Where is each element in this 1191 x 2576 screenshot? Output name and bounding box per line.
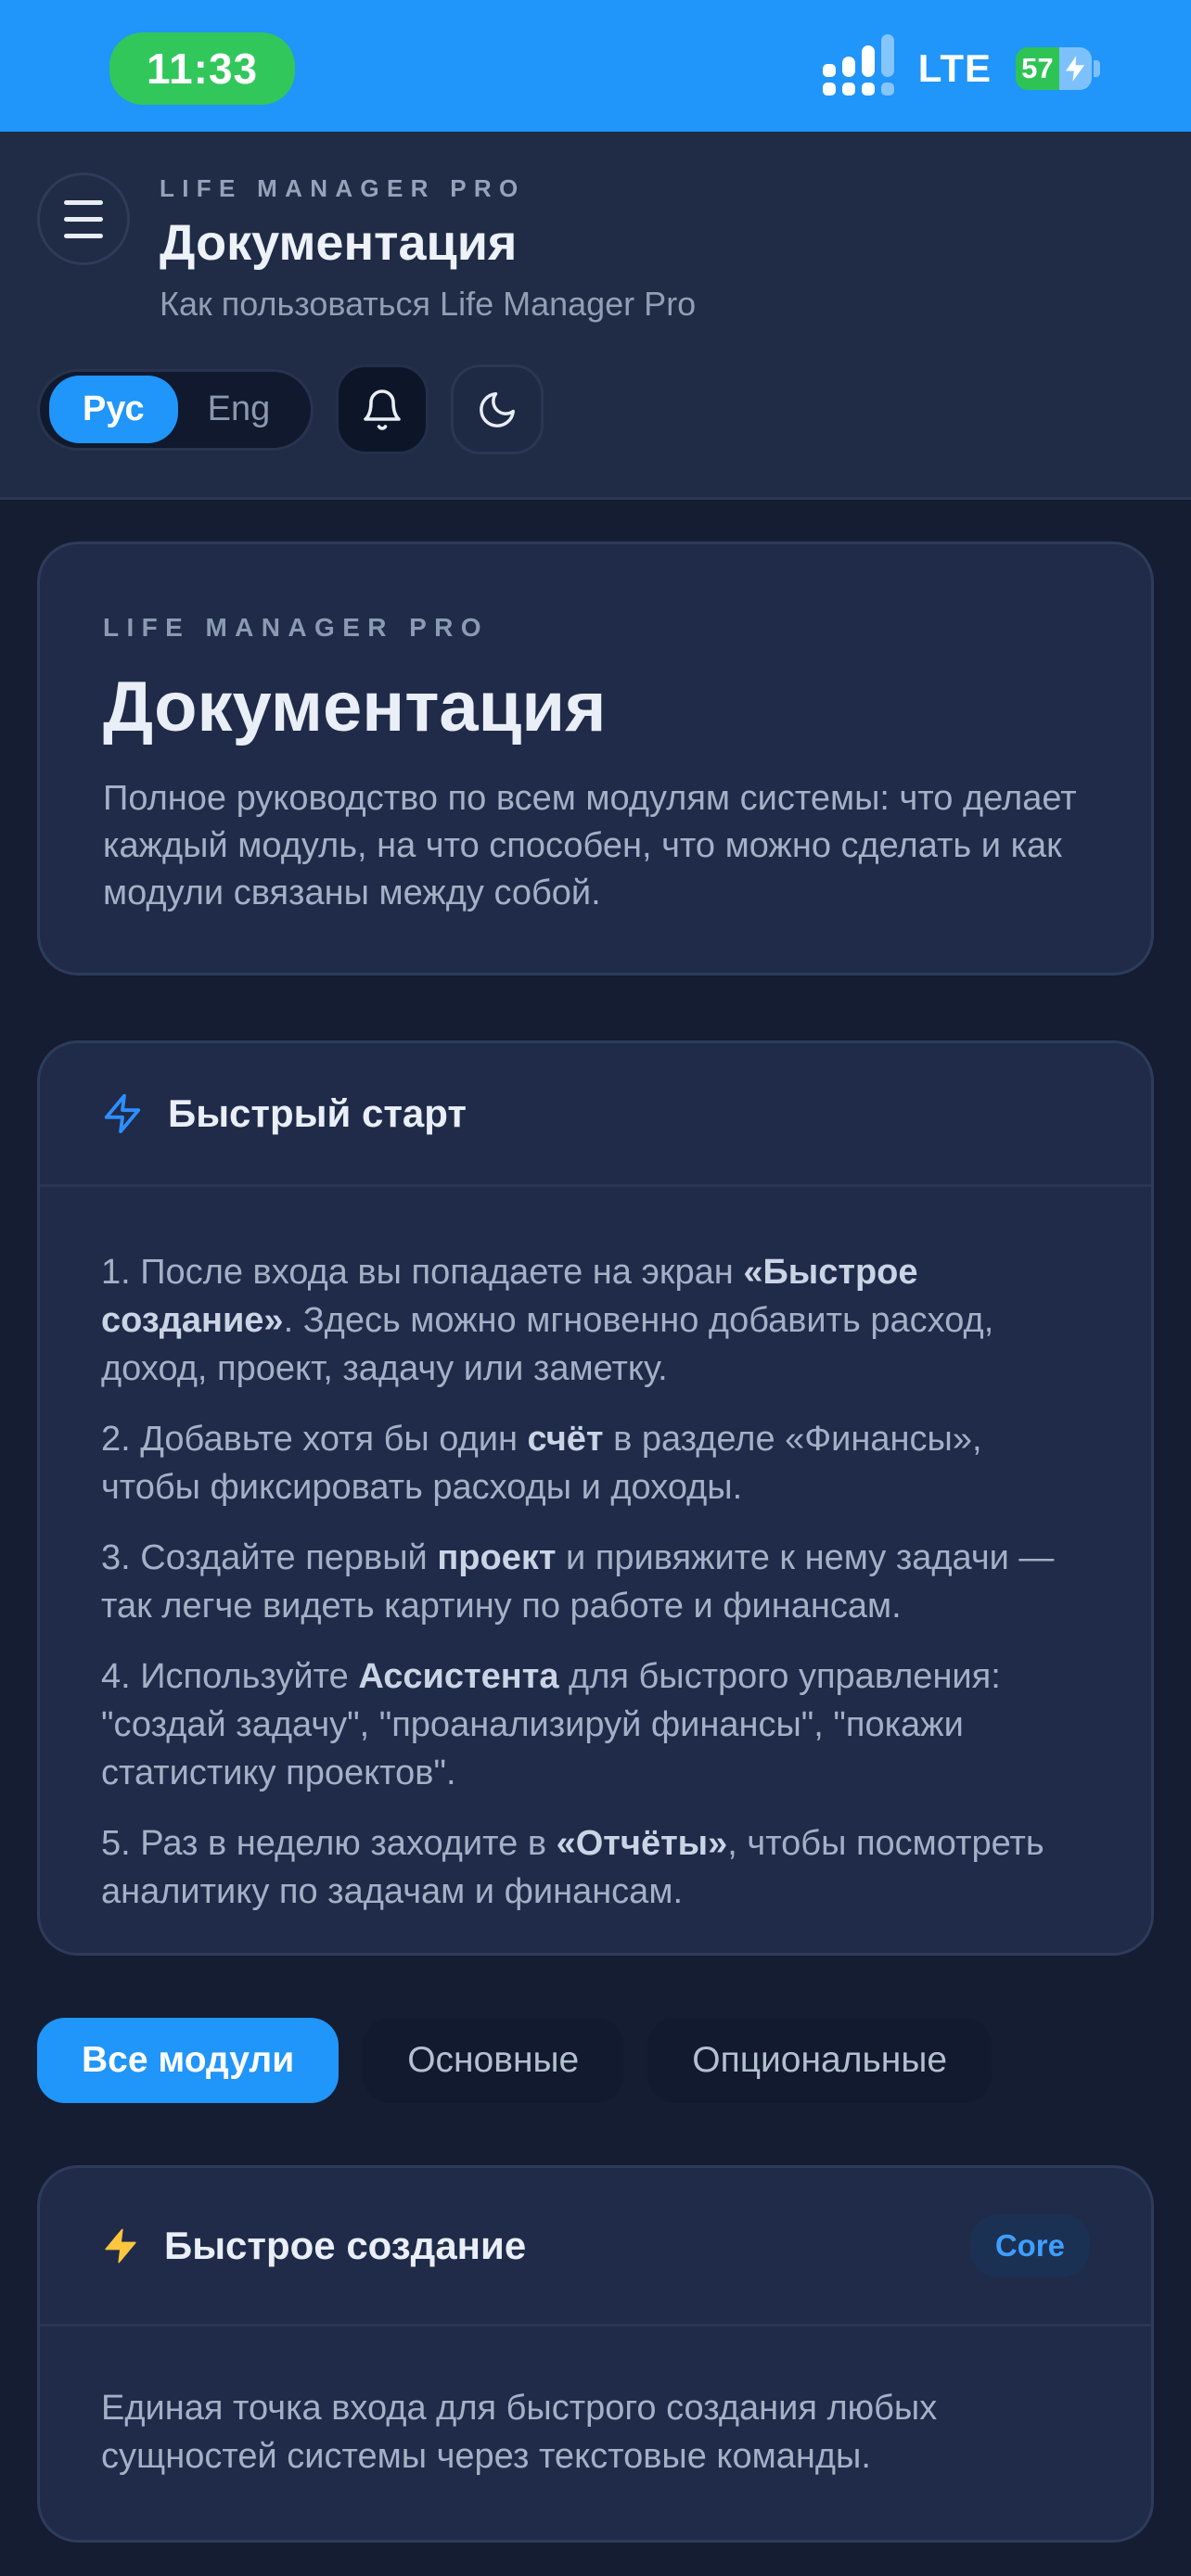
quick-start-list: [40, 1187, 1151, 1953]
page-subtitle: Как пользоваться Life Manager Pro: [160, 285, 697, 323]
hero-card: [37, 542, 1154, 976]
signal-bar-2: [842, 57, 855, 96]
bell-icon: [360, 388, 404, 432]
cellular-signal-icon: [823, 42, 894, 96]
menu-button[interactable]: [37, 172, 130, 265]
quick-start-step: 5. Раз в неделю заходите в «Отчёты», чтобы посмотреть аналитику по задачам и финансам.: [101, 1824, 1044, 1911]
language-option-rus[interactable]: Рус: [49, 376, 178, 443]
filter-chips: [37, 2018, 1154, 2103]
status-time: 11:33: [147, 45, 259, 93]
main-content: [0, 500, 1191, 2576]
status-bar: [0, 0, 1191, 132]
network-type-label: LTE: [917, 46, 992, 90]
quick-start-header: [40, 1043, 1151, 1184]
signal-bar-4: [881, 34, 894, 96]
quick-start-step: 4. Используйте Ассистента для быстрого управления: "создай задачу", "проанализируй финансы", "покажи статистику проектов".: [101, 1657, 1001, 1792]
zap-outline-icon: [101, 1092, 144, 1135]
header-text-block: [160, 172, 696, 324]
module-card-header[interactable]: [40, 2168, 1151, 2324]
filter-chip-optional[interactable]: Опциональные: [647, 2018, 992, 2103]
hero-description: Полное руководство по всем модулям системы: что делает каждый модуль, на что способен, что можно сделать и как модули связаны между собой.: [103, 779, 1077, 912]
hamburger-menu-icon: [64, 200, 103, 205]
hero-title: Документация: [103, 668, 607, 746]
moon-icon: [476, 389, 519, 431]
battery-bolt-icon: [1059, 47, 1092, 90]
battery-charging-icon: [1016, 47, 1100, 90]
page-title: Документация: [160, 215, 518, 271]
module-card-quick-create[interactable]: [37, 2165, 1154, 2543]
app-header: [0, 132, 1191, 500]
module-card-description: Единая точка входа для быстрого создания любых сущностей системы через текстовые команды.: [101, 2389, 938, 2476]
app-name: LIFE MANAGER PRO: [160, 174, 526, 202]
filter-chip-all[interactable]: Все модули: [37, 2018, 339, 2103]
header-top-row: [37, 172, 1154, 324]
language-option-eng[interactable]: Eng: [178, 389, 301, 429]
module-card-title: Быстрое создание: [164, 2224, 527, 2267]
notifications-button[interactable]: [336, 364, 429, 454]
quick-start-step: 1. После входа вы попадаете на экран «Быстрое создание». Здесь можно мгновенно добавить расход, доход, проект, задачу или заметку.: [101, 1253, 994, 1388]
hero-eyebrow: LIFE MANAGER PRO: [103, 613, 489, 642]
quick-start-step: 2. Добавьте хотя бы один счёт в разделе «Финансы», чтобы фиксировать расходы и доходы.: [101, 1420, 982, 1507]
zap-filled-icon: [101, 2226, 140, 2265]
header-controls: [37, 364, 1154, 454]
status-right-cluster: [823, 42, 1100, 96]
battery-percent: 57: [1016, 47, 1059, 90]
language-toggle[interactable]: [37, 369, 314, 451]
quick-start-title: Быстрый старт: [168, 1091, 467, 1135]
module-card-body: [40, 2327, 1151, 2540]
signal-bar-3: [862, 45, 875, 96]
quick-start-card: [37, 1040, 1154, 1956]
module-core-badge: Core: [970, 2214, 1090, 2277]
signal-bar-1: [823, 64, 836, 96]
filter-chip-core[interactable]: Основные: [363, 2018, 623, 2103]
quick-start-step: 3. Создайте первый проект и привяжите к нему задачи — так легче видеть картину по работе и финансам.: [101, 1538, 1055, 1626]
theme-toggle-button[interactable]: [451, 364, 544, 454]
status-time-pill: [109, 32, 295, 105]
